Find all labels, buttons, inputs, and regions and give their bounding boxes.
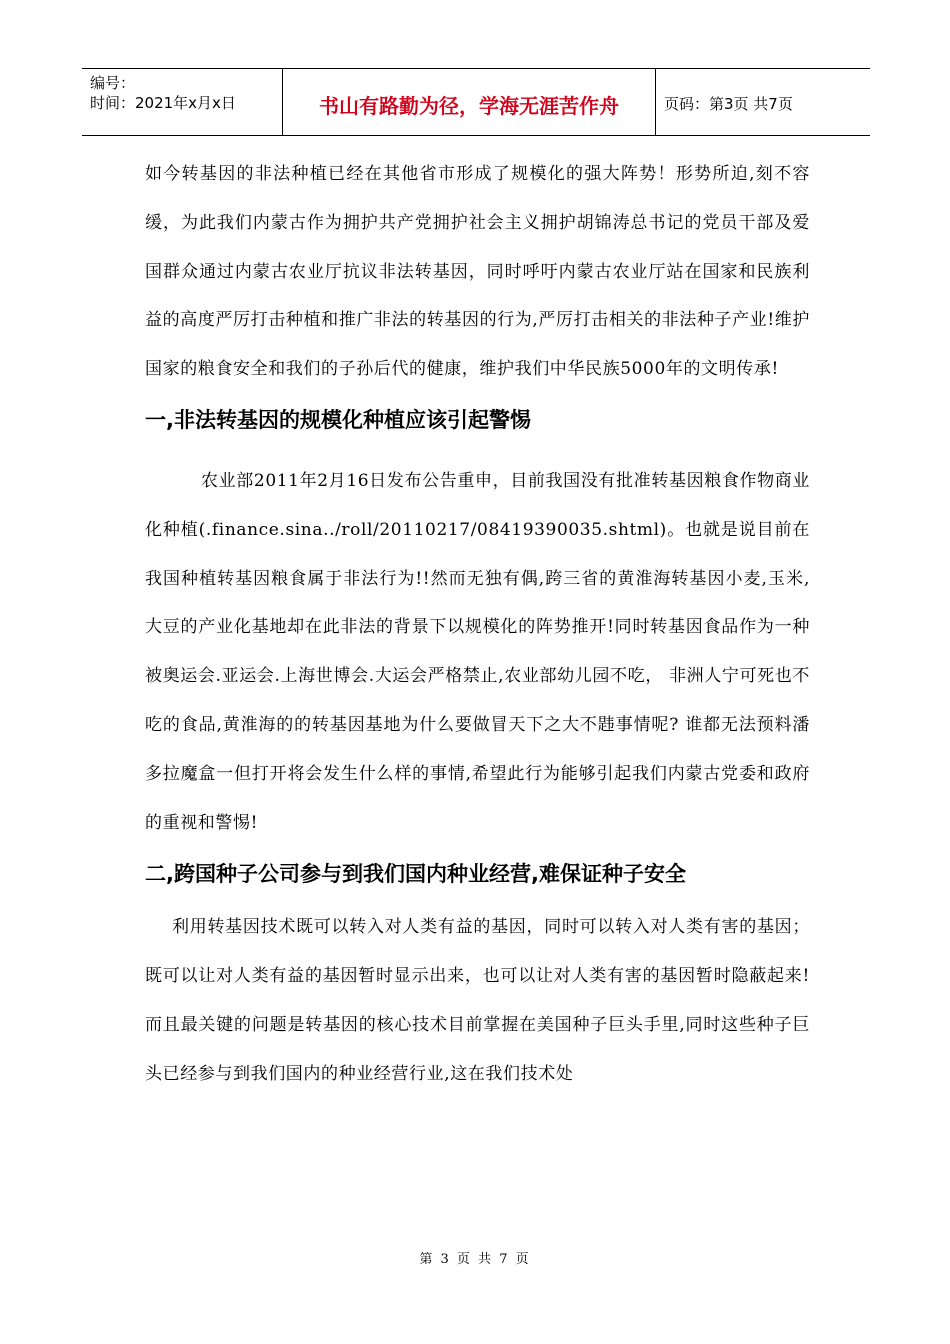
document-header	[82, 68, 870, 136]
header-meta-cell	[82, 69, 283, 135]
document-date-label: 时间：2021年x月x日	[90, 94, 236, 112]
section-2-heading: 二,跨国种子公司参与到我们国内种业经营,难保证种子安全	[145, 862, 686, 887]
section-1-paragraph: 农业部2011年2月16日发布公告重申，目前我国没有批准转基因粮食作物商业化种植(.finance.sina../roll/20110217/08419390035.shtml)。也就是说目前在我国种植转基因粮食属于非法行为!!然而无独有偶,跨三省的黄淮海转基因小麦,玉米,大豆的产业化基地却在此非法的背景下以规模化的阵势推开!同时转基因食品作为一种被奥运会.亚运会.上海世博会.大运会严格禁止,农业部幼儿园不吃， 非洲人宁可死也不吃的食品,黄淮海的的转基因基地为什么要做冒天下之大不韪事情呢? 谁都无法预料潘多拉魔盒一但打开将会发生什么样的事情,希望此行为能够引起我们内蒙古党委和政府的重视和警惕!	[145, 470, 810, 833]
document-number-label: 编号：	[90, 74, 136, 92]
header-motto: 书山有路勤为径，学海无涯苦作舟	[283, 69, 656, 135]
document-body	[145, 150, 810, 1099]
section-1-heading: 一,非法转基因的规模化种植应该引起警惕	[145, 407, 531, 432]
page-footer: 第 3 页 共 7 页	[419, 1252, 531, 1267]
section-2-paragraph: 利用转基因技术既可以转入对人类有益的基因，同时可以转入对人类有害的基因；既可以让对人类有益的基因暂时显示出来，也可以让对人类有害的基因暂时隐蔽起来!而且最关键的问题是转基因的核心技术目前掌握在美国种子巨头手里,同时这些种子巨头已经参与到我们国内的种业经营行业,这在我们技术处	[145, 917, 810, 1084]
intro-paragraph: 如今转基因的非法种植已经在其他省市形成了规模化的强大阵势！形势所迫,刻不容缓，为此我们内蒙古作为拥护共产党拥护社会主义拥护胡锦涛总书记的党员干部及爱国群众通过内蒙古农业厅抗议非法转基因，同时呼吁内蒙古农业厅站在国家和民族利益的高度严厉打击种植和推广非法的转基因的行为,严厉打击相关的非法种子产业!维护国家的粮食安全和我们的子孙后代的健康，维护我们中华民族5000年的文明传承!	[145, 164, 810, 380]
header-page-info: 页码：第3页 共7页	[664, 94, 793, 113]
